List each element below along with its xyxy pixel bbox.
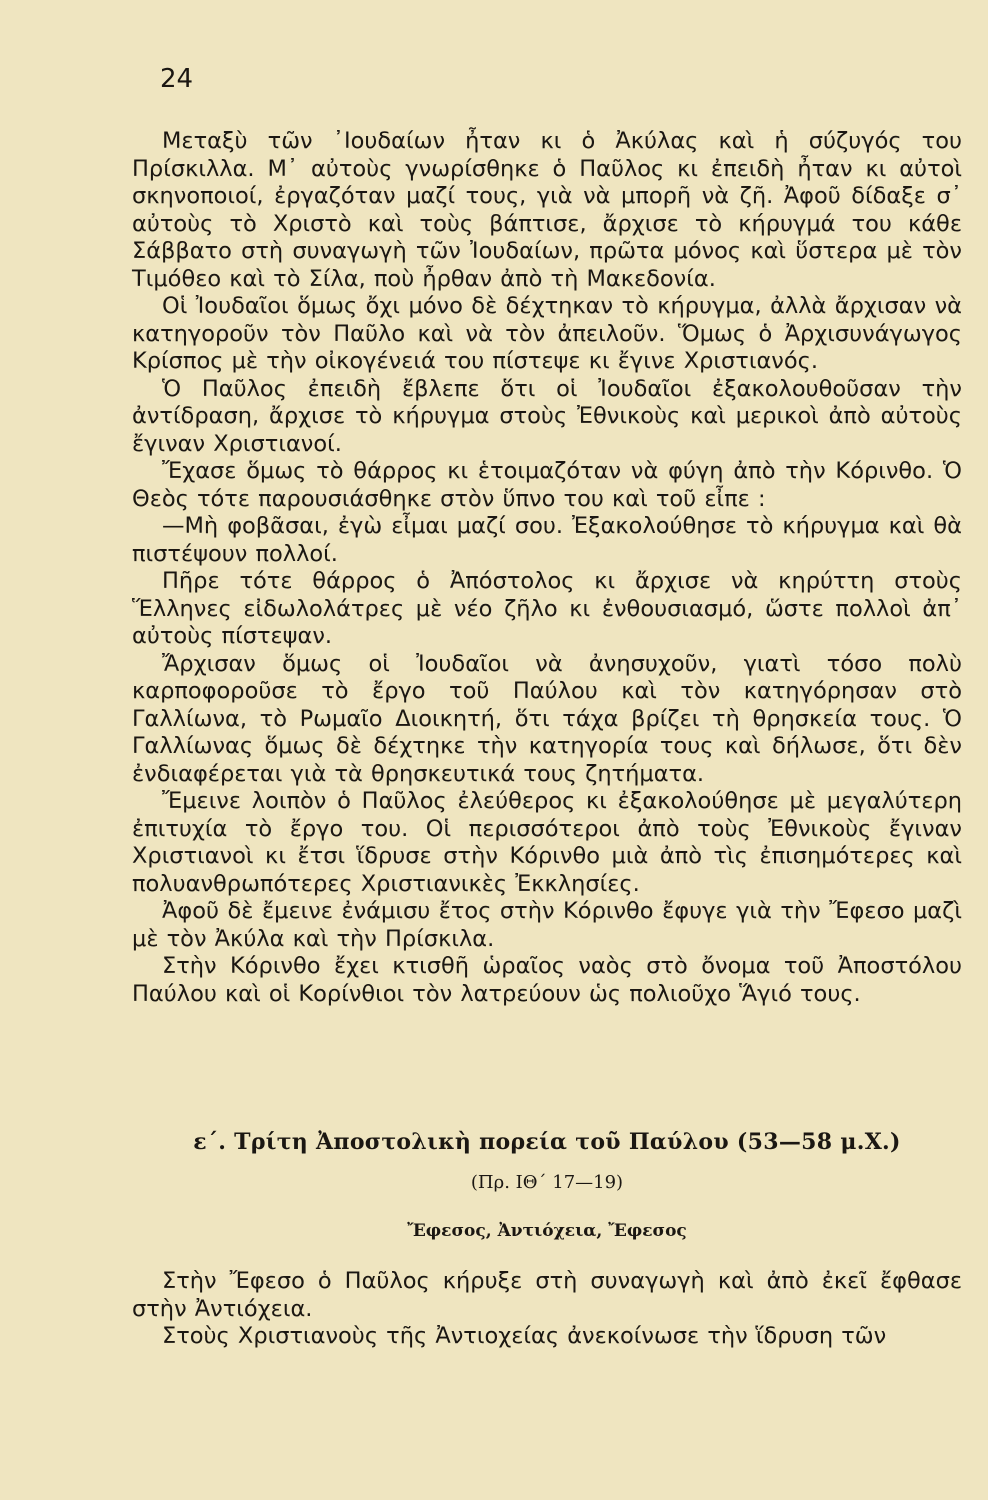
- paragraph: Οἱ Ἰουδαῖοι ὅμως ὄχι μόνο δὲ δέχτηκαν τὸ κήρυγμα, ἀλλὰ ἄρχισαν νὰ κατηγοροῦν τὸν Παῦλο καὶ νὰ τὸν ἀπειλοῦν. Ὅμως ὁ Ἀρχισυνάγωγος Κρίσπος μὲ τὴν οἰκογένειά του πίστεψε κι ἔγινε Χριστιανός.: [132, 293, 962, 374]
- paragraph: —Μὴ φοβᾶσαι, ἐγὼ εἶμαι μαζί σου. Ἐξακολούθησε τὸ κήρυγμα καὶ θὰ πιστέψουν πολλοί.: [132, 513, 962, 567]
- body-text-top: [132, 128, 962, 1008]
- paragraph: Ἔχασε ὅμως τὸ θάρρος κι ἑτοιμαζόταν νὰ φύγη ἀπὸ τὴν Κόρινθο. Ὁ Θεὸς τότε παρουσιάσθηκε στὸν ὕπνο του καὶ τοῦ εἶπε :: [132, 458, 962, 512]
- section-reference: (Πρ. ΙΘ΄ 17—19): [470, 1172, 624, 1193]
- section-heading: ε΄. Τρίτη Ἀποστολικὴ πορεία τοῦ Παύλου (53—58 μ.Χ.): [193, 1129, 901, 1155]
- paragraph: Πῆρε τότε θάρρος ὁ Ἀπόστολος κι ἄρχισε νὰ κηρύττη στοὺς Ἕλληνες εἰδωλολάτρες μὲ νέο ζῆλο κι ἐνθουσιασμό, ὥστε πολλοὶ ἀπ᾿ αὐτοὺς πίστεψαν.: [132, 568, 962, 649]
- paragraph: Μεταξὺ τῶν ᾿Ιουδαίων ἦταν κι ὁ Ἀκύλας καὶ ἡ σύζυγός του Πρίσκιλλα. Μ᾿ αὐτοὺς γνωρίσθηκε ὁ Παῦλος κι ἐπειδὴ ἦταν κι αὐτοὶ σκηνοποιοί, ἐργαζόταν μαζί τους, γιὰ νὰ μπορῆ νὰ ζῆ. Ἀφοῦ δίδαξε σ᾿ αὐτοὺς τὸ Χριστὸ καὶ τοὺς βάπτισε, ἄρχισε τὸ κήρυγμά του κάθε Σάββατο στὴ συναγωγὴ τῶν Ἰουδαίων, πρῶτα μόνος καὶ ὕστερα μὲ τὸν Τιμόθεο καὶ τὸ Σίλα, ποὺ ἦρθαν ἀπὸ τὴ Μακεδονία.: [132, 128, 962, 292]
- paragraph: Ἔμεινε λοιπὸν ὁ Παῦλος ἐλεύθερος κι ἐξακολούθησε μὲ μεγαλύτερη ἐπιτυχία τὸ ἔργο του. Οἱ περισσότεροι ἀπὸ τοὺς Ἐθνικοὺς ἔγιναν Χριστιανοὶ κι ἔτσι ἵδρυσε στὴν Κόρινθο μιὰ ἀπὸ τὶς ἐπισημότερες καὶ πολυανθρωπότερες Χριστιανικὲς Ἐκκλησίες.: [132, 788, 962, 897]
- paragraph: Στοὺς Χριστιανοὺς τῆς Ἀντιοχείας ἀνεκοίνωσε τὴν ἵδρυση τῶν: [162, 1323, 887, 1349]
- paragraph: Ἀφοῦ δὲ ἔμεινε ἐνάμισυ ἔτος στὴν Κόρινθο ἔφυγε γιὰ τὴν Ἔφεσο μαζὶ μὲ τὸν Ἀκύλα καὶ τὴν Πρίσκιλα.: [132, 898, 962, 952]
- paragraph: Στὴν Ἔφεσο ὁ Παῦλος κήρυξε στὴ συναγωγὴ καὶ ἀπὸ ἐκεῖ ἔφθασε στὴν Ἀντιόχεια.: [132, 1268, 962, 1322]
- paragraph: Στὴν Κόρινθο ἔχει κτισθῆ ὡραῖος ναὸς στὸ ὄνομα τοῦ Ἀποστόλου Παύλου καὶ οἱ Κορίνθιοι τὸν λατρεύουν ὡς πολιοῦχο Ἅγιό τους.: [132, 953, 962, 1007]
- body-text-bottom: [132, 1268, 962, 1351]
- section-places-subtitle: Ἔφεσος, Ἀντιόχεια, Ἔφεσος: [407, 1221, 687, 1241]
- paragraph: Ἄρχισαν ὅμως οἱ Ἰουδαῖοι νὰ ἀνησυχοῦν, γιατὶ τόσο πολὺ καρποφοροῦσε τὸ ἔργο τοῦ Παύλου καὶ τὸν κατηγόρησαν στὸ Γαλλίωνα, τὸ Ρωμαῖο Διοικητή, ὅτι τάχα βρίζει τὴ θρησκεία τους. Ὁ Γαλλίωνας ὅμως δὲ δέχτηκε τὴν κατηγορία τους καὶ δήλωσε, ὅτι δὲν ἐνδιαφέρεται γιὰ τὰ θρησκευτικά τους ζητήματα.: [132, 650, 962, 787]
- page-number: 24: [160, 64, 194, 94]
- paragraph: Ὁ Παῦλος ἐπειδὴ ἔβλεπε ὅτι οἱ Ἰουδαῖοι ἐξακολουθοῦσαν τὴν ἀντίδραση, ἄρχισε τὸ κήρυγμα στοὺς Ἐθνικοὺς καὶ μερικοὶ ἀπὸ αὐτοὺς ἔγιναν Χριστιανοί.: [132, 375, 962, 457]
- section-heading-block: [132, 1127, 962, 1243]
